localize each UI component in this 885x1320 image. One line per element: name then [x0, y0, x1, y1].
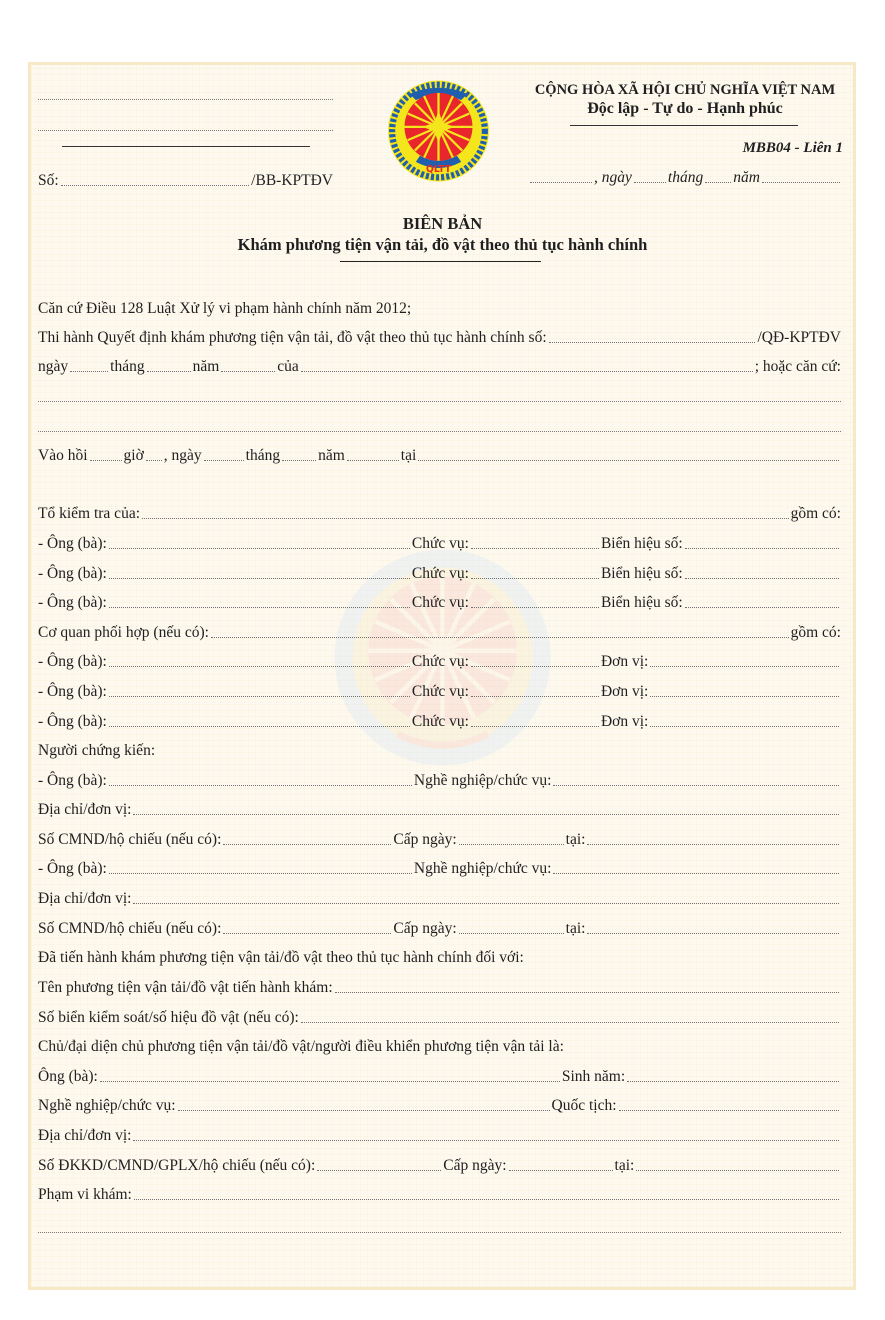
emblem-icon [387, 79, 490, 183]
motto-underline [570, 125, 798, 126]
inspector-position-field[interactable] [471, 577, 599, 579]
coordinator-name-field[interactable] [109, 695, 410, 697]
vehicle-name-field[interactable] [335, 991, 839, 993]
time-place-row: Vào hồi giờ , ngày tháng năm tại [38, 443, 841, 465]
to-kiem-tra-row: Tổ kiểm tra của: gồm có: [38, 505, 841, 522]
qd-number-field[interactable] [549, 341, 756, 343]
so-row [38, 168, 333, 190]
day-field-2[interactable] [204, 459, 244, 461]
coordinator-row-3: - Ông (bà): Chức vụ: Đơn vị: [38, 709, 841, 731]
witness-heading-row: Người chứng kiến: [38, 742, 156, 759]
so-suffix: /BB-KPTĐV [251, 172, 333, 189]
owner-address-field[interactable] [133, 1139, 839, 1141]
owner-id-row: Số ĐKKD/CMND/GPLX/hộ chiếu (nếu có): Cấp ngày: tại: [38, 1153, 841, 1175]
witness-2-id-row: Số CMND/hộ chiếu (nếu có): Cấp ngày: tại: [38, 916, 841, 938]
so-field[interactable] [61, 184, 249, 186]
scope-row: Phạm vi khám: [38, 1182, 841, 1204]
witness-name-field[interactable] [109, 872, 412, 874]
thi-hanh-row: Thi hành Quyết định khám phương tiện vận tải, đồ vật theo thủ tục hành chính số: /QĐ-KPTĐV [38, 329, 841, 346]
coordinator-position-field[interactable] [471, 665, 599, 667]
place-field[interactable] [530, 181, 592, 183]
agency-line-2[interactable] [38, 129, 333, 131]
coordinator-name-field[interactable] [109, 665, 410, 667]
qd-month-field[interactable] [147, 370, 191, 372]
inspection-team-field[interactable] [142, 517, 789, 519]
inspector-row-2: - Ông (bà): Chức vụ: Biển hiệu số: [38, 561, 841, 583]
witness-name-field[interactable] [109, 784, 412, 786]
inspector-row-3: - Ông (bà): Chức vụ: Biển hiệu số: [38, 590, 841, 612]
da-tien-hanh-row: Đã tiến hành khám phương tiện vận tải/đồ vật theo thủ tục hành chính đối với: [38, 949, 524, 966]
inspector-name-field[interactable] [109, 606, 410, 608]
owner-birth-year-field[interactable] [627, 1080, 839, 1082]
witness-id-date-field[interactable] [459, 843, 564, 845]
coordinator-row-1: - Ông (bà): Chức vụ: Đơn vị: [38, 649, 841, 671]
owner-id-date-field[interactable] [509, 1169, 613, 1171]
agency-line-1[interactable] [38, 98, 333, 100]
witness-1-address-row: Địa chỉ/đơn vị: [38, 797, 841, 819]
vehicle-name-row: Tên phương tiện vận tải/đồ vật tiến hành khám: [38, 975, 841, 997]
owner-name-row: Ông (bà): Sinh năm: [38, 1064, 841, 1086]
date-row-header: , ngày tháng năm [528, 165, 842, 187]
witness-2-address-row: Địa chỉ/đơn vị: [38, 886, 841, 908]
co-quan-row: Cơ quan phối hợp (nếu có): gồm có: [38, 624, 841, 641]
owner-nationality-field[interactable] [619, 1109, 839, 1111]
owner-name-field[interactable] [100, 1080, 560, 1082]
witness-id-date-field[interactable] [459, 932, 564, 934]
plate-number-row: Số biển kiểm soát/số hiệu đồ vật (nếu có): [38, 1005, 841, 1027]
basis-line-2[interactable] [38, 430, 841, 432]
basis-line-1[interactable] [38, 400, 841, 402]
scope-field[interactable] [134, 1198, 839, 1200]
witness-address-field[interactable] [133, 813, 839, 815]
country-name: CỘNG HÒA XÃ HỘI CHỦ NGHĨA VIỆT NAM [534, 82, 836, 98]
day-field[interactable] [634, 181, 666, 183]
witness-2-name-row: - Ông (bà): Nghề nghiệp/chức vụ: [38, 856, 841, 878]
inspector-row-1: - Ông (bà): Chức vụ: Biển hiệu số: [38, 531, 841, 553]
title-underline [340, 261, 541, 262]
witness-1-id-row: Số CMND/hộ chiếu (nếu có): Cấp ngày: tại: [38, 827, 841, 849]
doc-title: BIÊN BẢN [402, 214, 483, 233]
qd-issuer-field[interactable] [301, 370, 753, 372]
witness-occupation-field[interactable] [553, 872, 839, 874]
inspector-position-field[interactable] [471, 547, 599, 549]
scope-line-2[interactable] [38, 1231, 841, 1233]
coordinator-row-2: - Ông (bà): Chức vụ: Đơn vị: [38, 679, 841, 701]
witness-1-name-row: - Ông (bà): Nghề nghiệp/chức vụ: [38, 768, 841, 790]
coordinator-unit-field[interactable] [650, 695, 839, 697]
inspector-name-field[interactable] [109, 577, 410, 579]
witness-address-field[interactable] [133, 902, 839, 904]
owner-occupation-field[interactable] [178, 1109, 550, 1111]
hour-field[interactable] [90, 459, 122, 461]
inspector-position-field[interactable] [471, 606, 599, 608]
doc-subtitle: Khám phương tiện vận tải, đồ vật theo thủ tục hành chính [237, 235, 648, 254]
form-code: MBB04 - Liên 1 [742, 140, 843, 156]
coordinator-name-field[interactable] [109, 725, 410, 727]
svg-text:QLTT: QLTT [425, 164, 452, 176]
owner-id-place-field[interactable] [636, 1169, 839, 1171]
so-label: Số: [38, 172, 59, 189]
inspector-name-field[interactable] [109, 547, 410, 549]
qd-year-field[interactable] [221, 370, 275, 372]
coordinating-agency-field[interactable] [211, 636, 789, 638]
qd-date-row: ngày tháng năm của ; hoặc căn cứ: [38, 358, 841, 375]
owner-occupation-row: Nghề nghiệp/chức vụ: Quốc tịch: [38, 1093, 841, 1115]
motto: Độc lập - Tự do - Hạnh phúc [587, 100, 783, 117]
witness-id-place-field[interactable] [587, 843, 839, 845]
month-field[interactable] [705, 181, 731, 183]
plate-number-field[interactable] [301, 1021, 839, 1023]
witness-id-place-field[interactable] [587, 932, 839, 934]
inspector-badge-field[interactable] [685, 606, 839, 608]
coordinator-position-field[interactable] [471, 695, 599, 697]
minute-field[interactable] [146, 459, 162, 461]
witness-occupation-field[interactable] [553, 784, 839, 786]
owner-address-row: Địa chỉ/đơn vị: [38, 1123, 841, 1145]
year-field[interactable] [762, 181, 840, 183]
coordinator-unit-field[interactable] [650, 665, 839, 667]
witness-id-field[interactable] [223, 843, 391, 845]
inspector-badge-field[interactable] [685, 577, 839, 579]
can-cu-row: Căn cứ Điều 128 Luật Xử lý vi phạm hành chính năm 2012; [38, 300, 412, 317]
owner-id-field[interactable] [317, 1169, 441, 1171]
month-field-2[interactable] [282, 459, 316, 461]
inspector-badge-field[interactable] [685, 547, 839, 549]
coordinator-unit-field[interactable] [650, 725, 839, 727]
place-field-2[interactable] [418, 459, 839, 461]
witness-id-field[interactable] [223, 932, 391, 934]
agency-underline [62, 146, 310, 147]
qd-day-field[interactable] [70, 370, 108, 372]
coordinator-position-field[interactable] [471, 725, 599, 727]
year-field-2[interactable] [347, 459, 399, 461]
owner-heading-row: Chủ/đại diện chủ phương tiện vận tải/đồ vật/người điều khiển phương tiện vận tải là: [38, 1038, 564, 1055]
